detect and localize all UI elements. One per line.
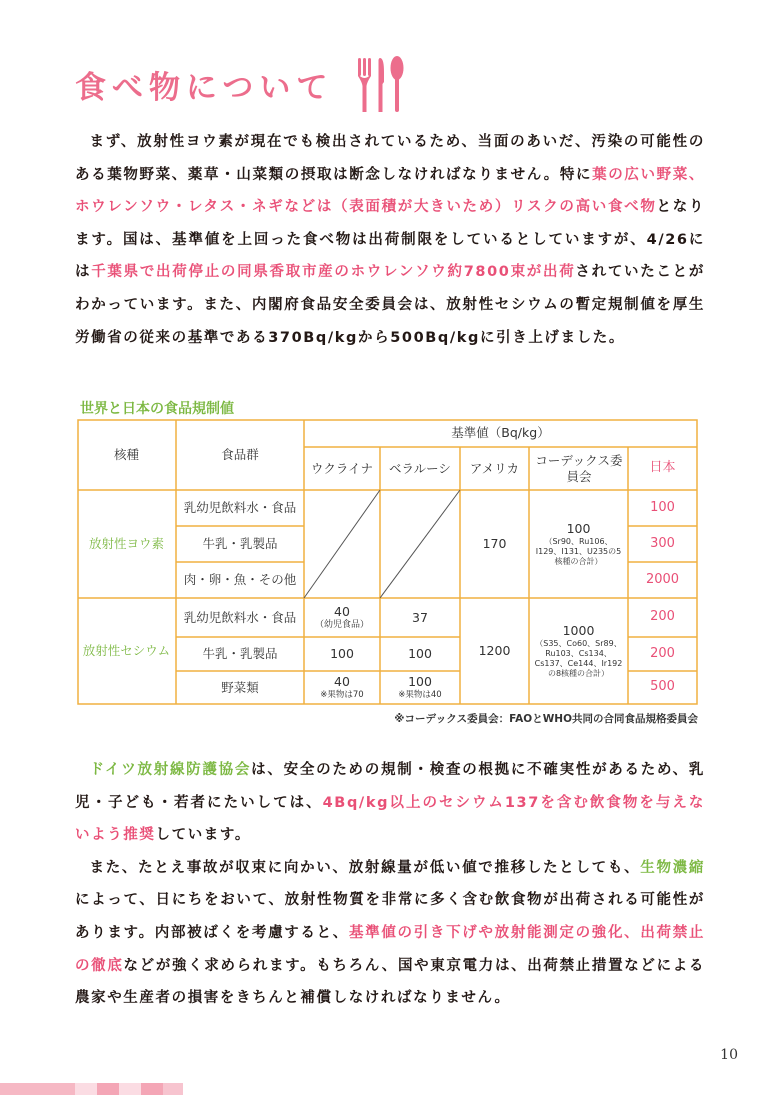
footer-bar-segment xyxy=(0,1083,75,1095)
footer-bar-segment xyxy=(75,1083,97,1095)
para2-text-1: は、安全のための規制・検査の根拠に不確実性があるため、乳児・子ども・若者にたいしては、 xyxy=(75,762,706,811)
cesium-belarus-infant: 37 xyxy=(412,609,428,625)
footer-bar-segment xyxy=(141,1083,163,1095)
cesium-codex-value: 1000 xyxy=(562,623,595,639)
footer-bar-segment xyxy=(97,1083,119,1095)
paragraph-bioaccumulation xyxy=(75,852,705,1015)
para3-text-1: また、たとえ事故が収束に向かい、放射線量が低い値で推移したとしても、 xyxy=(89,859,641,876)
cesium-belarus-milk: 100 xyxy=(408,646,432,662)
para3-highlight-1: 生物濃縮 xyxy=(640,859,705,876)
para2-text-2: しています。 xyxy=(155,827,251,844)
cesium-america: 1200 xyxy=(478,643,511,659)
cesium-ukraine-infant-note: （幼児食品） xyxy=(314,619,369,630)
intro-highlight-2: 千葉県で出荷停止の同県香取市産のホウレンソウ約7800束が出荷 xyxy=(91,264,576,281)
body-paragraphs xyxy=(75,754,705,1015)
cesium-ukraine-infant xyxy=(304,598,380,637)
cesium-codex-note: （S35、Co60、Sr89、Ru103、Cs134、Cs137、Ce144、Ir192の8核種の合計） xyxy=(534,638,623,678)
footer-bar-segment xyxy=(163,1083,183,1095)
cesium-food-infant: 乳幼児飲料水・食品 xyxy=(183,609,297,625)
intro-text-3: されていたことがわかっています。また、内閣府食品安全委員会は、放射性セシウムの暫定規制値を厚生労働省の従来の基準である370Bq/kgから500Bq/kgに引き上げました。 xyxy=(75,264,705,346)
cesium-belarus-vegetables xyxy=(380,671,460,704)
cesium-food-vegetables: 野菜類 xyxy=(221,679,259,695)
iodine-japan-milk: 300 xyxy=(650,535,675,551)
table-title: 世界と日本の食品規制値 xyxy=(80,401,234,417)
footer-bar-segment xyxy=(119,1083,141,1095)
iodine-food-milk: 牛乳・乳製品 xyxy=(202,536,278,552)
para3-text-3: などが強く求められます。もちろん、国や東京電力は、出荷禁止措置などによる農家や生産者の損害をきちんと補償しなければなりません。 xyxy=(75,957,705,1007)
regulation-table xyxy=(77,419,698,705)
iodine-codex-value: 100 xyxy=(566,521,591,537)
cesium-belarus-veg-value: 100 xyxy=(408,674,432,690)
para2-highlight-1: ドイツ放射線防護協会 xyxy=(89,762,252,778)
cesium-label: 放射性セシウム xyxy=(82,643,171,659)
header-standard: 基準値（Bq/kg） xyxy=(451,425,550,441)
iodine-japan-other: 2000 xyxy=(645,571,680,587)
iodine-codex xyxy=(532,490,625,598)
table-footnote: ※コーデックス委員会：FAOとWHO共同の合同食品規格委員会 xyxy=(394,713,698,725)
header-food-group: 食品群 xyxy=(221,446,259,462)
intro-text-1: まず、放射性ヨウ素が現在でも検出されているため、当面のあいだ、汚染の可能性のある葉物野菜、薬草・山菜類の摂取は断念しなければなりません。特に xyxy=(75,134,705,183)
para2-highlight-2: 4Bq/kg以上のセシウム137を含む飲食物を与えないよう推奨 xyxy=(75,794,705,844)
intro-paragraph xyxy=(75,126,705,354)
cesium-ukraine-veg-value: 40 xyxy=(334,674,350,690)
iodine-codex-note: （Sr90、Ru106、I129、I131、U235の5核種の合計） xyxy=(535,536,622,566)
cesium-ukraine-vegetables xyxy=(304,671,380,704)
intro-text-2: となります。国は、基準値を上回った食べ物は出荷制限をしているとしていますが、4/26には xyxy=(75,199,705,281)
cesium-belarus-veg-note: ※果物は40 xyxy=(398,690,442,700)
iodine-label: 放射性ヨウ素 xyxy=(88,536,164,552)
header-ukraine: ウクライナ xyxy=(310,460,374,476)
cesium-japan-vegetables: 500 xyxy=(650,679,675,695)
cutlery-icon xyxy=(358,52,406,114)
cesium-ukraine-veg-note: ※果物は70 xyxy=(320,690,364,700)
header-japan: 日本 xyxy=(649,460,676,476)
iodine-food-infant: 乳幼児飲料水・食品 xyxy=(183,500,297,516)
header-america: アメリカ xyxy=(469,460,520,476)
cesium-food-milk: 牛乳・乳製品 xyxy=(202,646,278,662)
belarus-iodine-empty-slash xyxy=(380,490,460,598)
header-codex: コーデックス委員会 xyxy=(535,452,623,484)
header-belarus: ベラルーシ xyxy=(389,460,451,476)
intro-highlight-1: 葉の広い野菜、ホウレンソウ・レタス・ネギなどは（表面積が大きいため）リスクの高い食べ物 xyxy=(75,166,705,216)
cesium-ukraine-milk: 100 xyxy=(330,646,354,662)
cesium-japan-infant: 200 xyxy=(650,609,675,625)
cesium-ukraine-infant-value: 40 xyxy=(334,604,350,620)
page-number: 10 xyxy=(720,1047,738,1063)
iodine-america: 170 xyxy=(482,536,507,552)
header-nuclide: 核種 xyxy=(113,446,139,462)
para3-highlight-2: 基準値の引き下げや放射能測定の強化、出荷禁止の徹底 xyxy=(75,924,705,974)
para3-text-2: によって、日にちをおいて、放射性物質を非常に多く含む飲食物が出荷される可能性があります。内部被ばくを考慮すると、 xyxy=(75,892,705,941)
iodine-food-other: 肉・卵・魚・その他 xyxy=(183,572,297,588)
page-title: 食べ物について xyxy=(75,70,334,106)
cesium-japan-milk: 200 xyxy=(650,645,675,661)
paragraph-germany xyxy=(75,754,705,852)
iodine-japan-infant: 100 xyxy=(650,499,675,515)
cesium-codex xyxy=(532,598,625,704)
ukraine-iodine-empty-slash xyxy=(304,490,380,598)
